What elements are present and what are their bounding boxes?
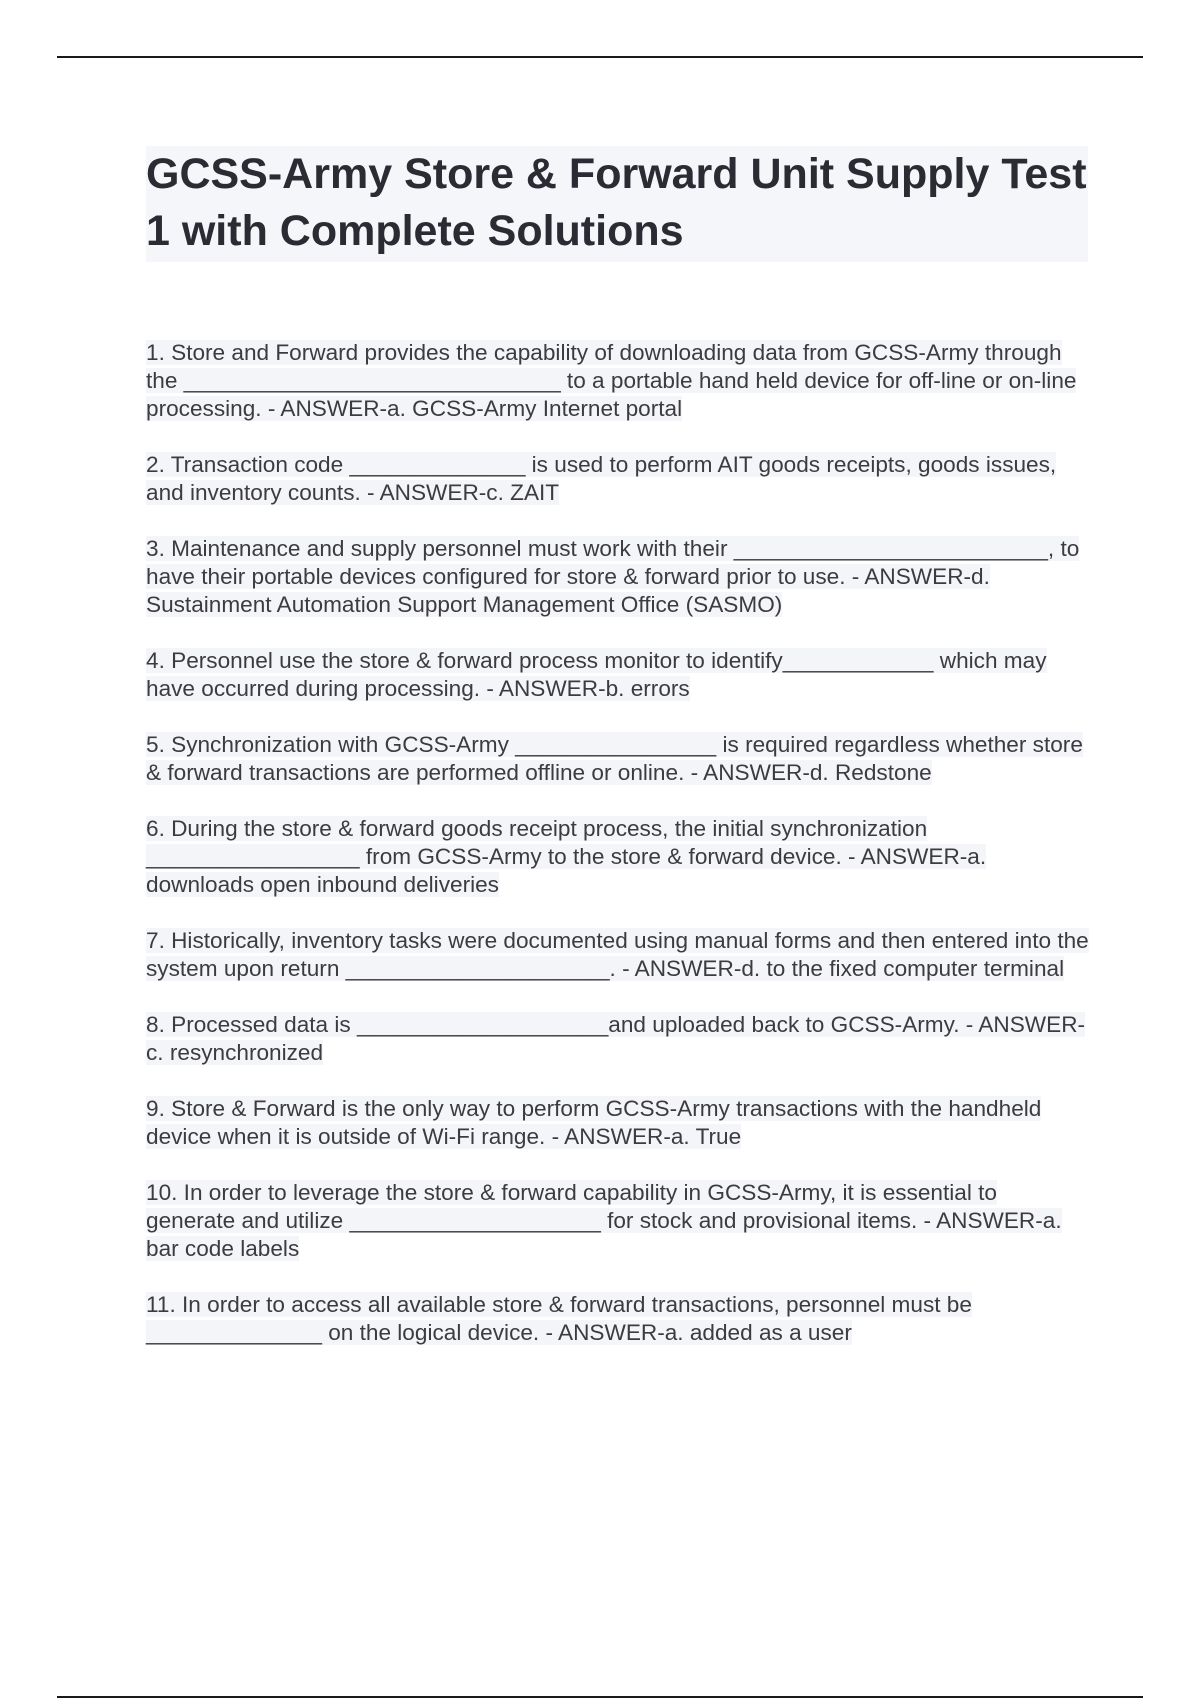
bottom-rule: [57, 1696, 1143, 1698]
top-rule: [57, 56, 1143, 58]
question-9-text: 9. Store & Forward is the only way to perform GCSS-Army transactions with the handheld device when it is outside of Wi-Fi range. - ANSWER-a. True: [146, 1096, 1042, 1149]
question-6: [146, 815, 1092, 899]
question-1-text: 1. Store and Forward provides the capability of downloading data from GCSS-Army through the ______________________________ to a portable hand held device for off-line or on-line processing. - ANSWER-a. GCSS-Army Internet portal: [146, 340, 1077, 421]
question-3: [146, 535, 1092, 619]
question-11: [146, 1291, 1092, 1347]
question-6-text: 6. During the store & forward goods receipt process, the initial synchronization _________________ from GCSS-Army to the store & forward device. - ANSWER-a. downloads open inbound deliveries: [146, 816, 987, 897]
question-1: [146, 339, 1092, 423]
question-11-text: 11. In order to access all available store & forward transactions, personnel must be ______________ on the logical device. - ANSWER-a. added as a user: [146, 1292, 972, 1345]
question-4-text: 4. Personnel use the store & forward process monitor to identify____________ which may have occurred during processing. - ANSWER-b. errors: [146, 648, 1047, 701]
title-block: [146, 146, 1088, 262]
question-2-text: 2. Transaction code ______________ is used to perform AIT goods receipts, goods issues, and inventory counts. - ANSWER-c. ZAIT: [146, 452, 1057, 505]
question-2: [146, 451, 1092, 507]
question-8-text: 8. Processed data is ____________________and uploaded back to GCSS-Army. - ANSWER-c. resynchronized: [146, 1012, 1086, 1065]
question-3-text: 3. Maintenance and supply personnel must work with their _________________________, to have their portable devices configured for store & forward prior to use. - ANSWER-d. Sustainment Automation Support Management Office (SASMO): [146, 536, 1080, 617]
question-4: [146, 647, 1092, 703]
question-7: [146, 927, 1092, 983]
question-5: [146, 731, 1092, 787]
document-title: GCSS-Army Store & Forward Unit Supply Test 1 with Complete Solutions: [146, 150, 1087, 255]
question-5-text: 5. Synchronization with GCSS-Army ________________ is required regardless whether store & forward transactions are performed offline or online. - ANSWER-d. Redstone: [146, 732, 1083, 785]
question-10-text: 10. In order to leverage the store & forward capability in GCSS-Army, it is essential to generate and utilize ____________________ for stock and provisional items. - ANSWER-a. bar code labels: [146, 1180, 1062, 1261]
question-9: [146, 1095, 1092, 1151]
question-7-text: 7. Historically, inventory tasks were documented using manual forms and then entered into the system upon return _____________________. - ANSWER-d. to the fixed computer terminal: [146, 928, 1089, 981]
question-list: [146, 339, 1092, 1375]
question-10: [146, 1179, 1092, 1263]
question-8: [146, 1011, 1092, 1067]
